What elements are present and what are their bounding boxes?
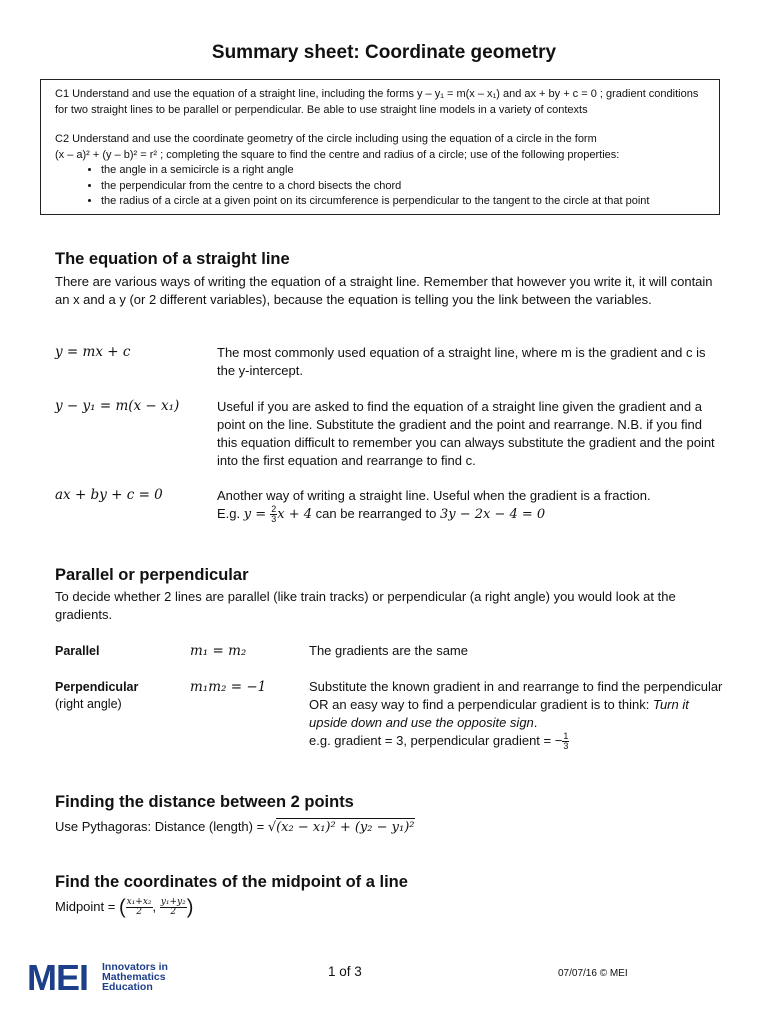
page-number: 1 of 3 [328,964,362,979]
parallel-equation: m₁ = m₂ [190,643,247,659]
equation-point-gradient: y − y₁ = m(x − x₁) [55,398,180,414]
logo-line-2: Mathematics [102,971,166,983]
fraction-denominator: 3 [563,741,569,752]
perpendicular-text: Substitute the known gradient in and rearrange to find the perpendicular OR an easy way to find a perpendicular gradient is to think: [309,679,723,712]
description-slope-intercept: The most commonly used equation of a straight line, where m is the gradient and c is the y-intercept. [217,345,706,378]
fraction-numerator: 2 [271,504,277,515]
perpendicular-example: e.g. gradient = 3, perpendicular gradient = − [309,733,563,748]
paren-close: ) [186,896,194,919]
example-prefix: E.g. [217,506,244,521]
mei-logo [27,960,187,999]
mei-logo-graphic [27,960,187,994]
parallel-intro: To decide whether 2 lines are parallel (like train tracks) or perpendicular (a right angle) you would look at the gradients. [55,589,676,622]
midpoint-x-fraction [126,898,153,917]
parallel-label: Parallel [55,644,100,658]
equation-slope-intercept: y = mx + c [55,344,131,360]
perpendicular-example-fraction [562,732,569,751]
spec-bullet: • the radius of a circle at a given point on its circumference is perpendicular to the tangent to the circle at that point [101,194,705,210]
sqrt-sign: √ [267,820,277,835]
fraction-denominator: 3 [271,514,277,525]
perpendicular-equation: m₁m₂ = −1 [190,679,267,695]
perpendicular-description: Substitute the known gradient in and rearrange to find the perpendicular OR an easy way to find a perpendicular gradient is to think: Turn it upside down and use the opposite sign. e.g. gradient = 3, perpendicular gradient = − $\frac{1}{3}$ [309,679,723,752]
spec-bullet: • the angle in a semicircle is a right angle [101,163,705,179]
fraction-numerator: y₁+y₂ [160,897,186,908]
distance-formula: (x₂ − x₁)² + (y₂ − y₁)² [276,820,415,835]
specification-box [40,79,720,215]
parallel-description: The gradients are the same [309,643,468,658]
spec-c2-line2: (x – a)² + (y – b)² = r² ; completing the square to find the centre and radius of a circle; use of the following properties: [55,148,620,161]
heading-straight-line: The equation of a straight line [55,250,290,268]
paren-open: ( [118,896,126,919]
example-result: 3y − 2x − 4 = 0 [439,507,546,522]
heading-distance: Finding the distance between 2 points [55,793,354,811]
comma: , [152,899,160,914]
fraction-denominator: 2 [136,907,142,918]
perpendicular-label-block [55,679,138,713]
logo-line-3: Education [102,981,153,993]
example-middle: can be rearranged to [312,506,440,521]
midpoint-text: Midpoint = [55,899,119,914]
logo-mark: MEI [27,960,89,994]
heading-parallel-perpendicular: Parallel or perpendicular [55,566,249,584]
example-rhs: x + 4 [277,507,313,522]
logo-line-1: Innovators in [102,961,168,973]
distance-formula-line [55,818,720,837]
fraction-denominator: 2 [170,907,177,918]
equation-general-form: ax + by + c = 0 [55,487,163,503]
description-general-form [217,487,722,524]
midpoint-formula-line [55,898,720,917]
perpendicular-sublabel: (right angle) [55,697,122,711]
straight-line-intro: There are various ways of writing the equation of a straight line. Remember that however you write it, it will contain an x and a y (or 2 different variables), because the equation is telling you the link between the variables. [55,274,713,307]
footer-date: 07/07/16 © MEI [558,968,628,979]
spec-c1: C1 Understand and use the equation of a straight line, including the forms y – y₁ = m(x – x₁) and ax + by + c = 0 ; gradient conditions for two straight lines to be parallel or perpendicular. Be able to use straight line models in a variety of contexts [55,88,699,116]
example-lhs: y = [243,507,271,522]
spec-bullet: • the perpendicular from the centre to a chord bisects the chord [101,179,705,195]
spec-c2-line1: C2 Understand and use the coordinate geometry of the circle including using the equation of a circle in the form [55,133,597,145]
fraction-numerator: 1 [563,731,569,742]
general-form-text: Another way of writing a straight line. Useful when the gradient is a fraction. [217,488,651,503]
description-point-gradient: Useful if you are asked to find the equation of a straight line given the gradient and a point on the line. Substitute the gradient and the point and rearrange. N.B. if you find this equation difficult to remember you can always substitute the gradient and the point into the first equation and rearrange to find c. [217,399,715,468]
spec-bullet-list [55,163,705,210]
distance-text: Use Pythagoras: Distance (length) = [55,819,268,834]
perpendicular-label: Perpendicular [55,680,139,694]
general-form-example [217,505,722,524]
fraction-numerator: x₁+x₂ [126,897,152,908]
heading-midpoint: Find the coordinates of the midpoint of a line [55,873,408,891]
midpoint-y-fraction [160,898,187,917]
page-title: Summary sheet: Coordinate geometry [211,42,557,63]
perpendicular-tip: Turn it upside down and use the opposite sign [309,697,689,730]
